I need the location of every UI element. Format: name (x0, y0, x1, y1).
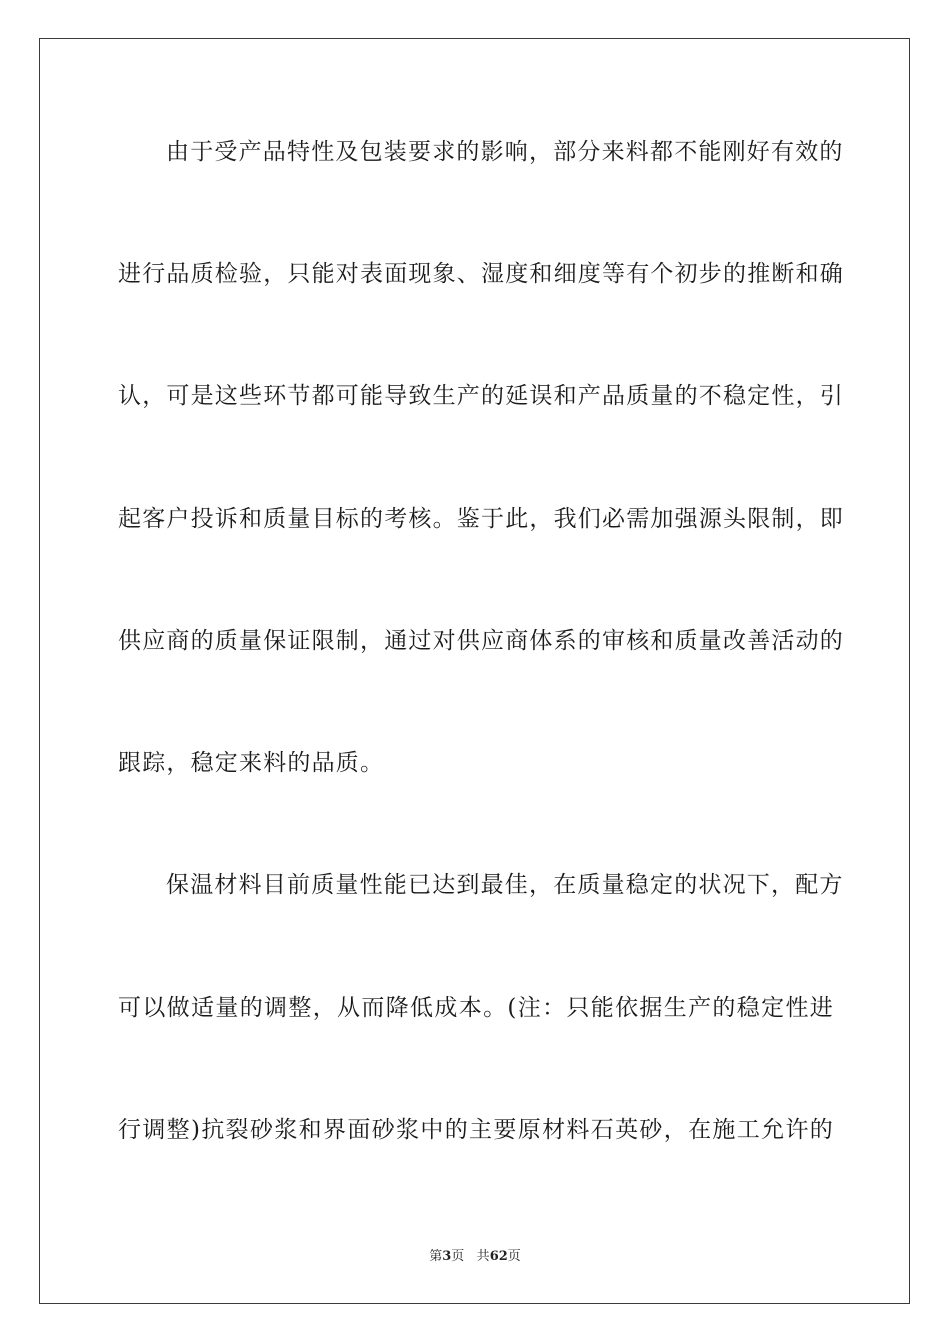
total-page-count: 62 (489, 1249, 508, 1264)
current-page-number: 3 (442, 1249, 452, 1264)
paragraph-1-line-5: 供应商的质量保证限制，通过对供应商体系的审核和质量改善活动的 (118, 628, 844, 654)
page-footer (0, 1248, 950, 1266)
footer-page-suffix: 页 (451, 1249, 465, 1264)
paragraph-1-line-2: 进行品质检验，只能对表面现象、湿度和细度等有个初步的推断和确 (118, 261, 844, 287)
paragraph-1-line-1: 由于受产品特性及包装要求的影响，部分来料都不能刚好有效的 (166, 139, 844, 165)
paragraph-2-line-3: 行调整)抗裂砂浆和界面砂浆中的主要原材料石英砂，在施工允许的 (118, 1117, 834, 1143)
paragraph-1-line-3: 认，可是这些环节都可能导致生产的延误和产品质量的不稳定性，引 (118, 383, 844, 409)
paragraph-1-line-4: 起客户投诉和质量目标的考核。鉴于此，我们必需加强源头限制，即 (118, 506, 844, 532)
footer-total-prefix: 共 (476, 1249, 490, 1264)
paragraph-2-line-2: 可以做适量的调整，从而降低成本。(注：只能依据生产的稳定性进 (118, 995, 834, 1021)
paragraph-2-line-1: 保温材料目前质量性能已达到最佳，在质量稳定的状况下，配方 (166, 872, 844, 898)
paragraph-1-line-6: 跟踪，稳定来料的品质。 (118, 750, 385, 776)
footer-total-suffix: 页 (507, 1249, 521, 1264)
footer-prefix: 第 (429, 1249, 443, 1264)
